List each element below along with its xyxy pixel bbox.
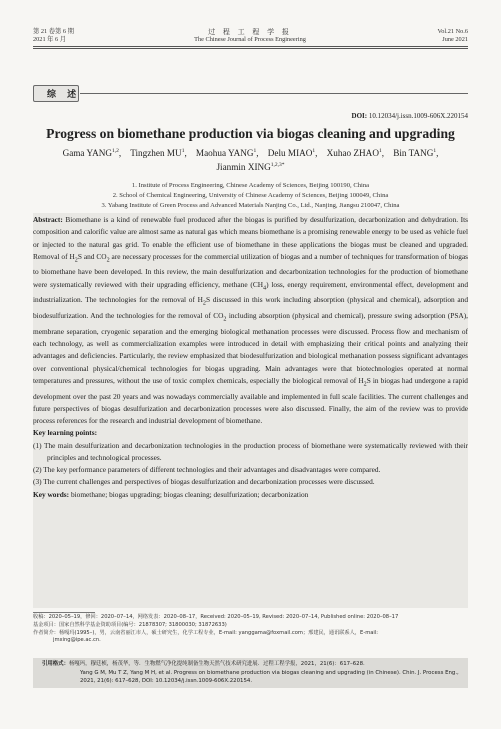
affiliations — [40, 181, 461, 211]
journal-name-en: The Chinese Journal of Process Engineering — [194, 36, 306, 43]
footnote-email[interactable]: jmxing@ipe.ac.cn. — [53, 637, 101, 644]
date-en: June 2021 — [442, 36, 468, 43]
affiliation: 2. School of Chemical Engineering, University of Chinese Academy of Sciences, Beijing 100049, China — [112, 192, 389, 199]
author: Jianmin $XING^{1,2,3*}$ — [216, 162, 285, 173]
date-cn: 2021 年 6 月 — [33, 36, 67, 43]
key-points-label: Key learning points: — [33, 428, 98, 438]
volume-issue-cn: 第 21 卷第 6 期 — [33, 28, 74, 35]
author: Delu MIAO$^1$ — [267, 148, 316, 159]
header-rule-bottom — [33, 48, 468, 49]
running-header-left — [33, 28, 74, 44]
footnote-funding: 基金项目：国家自然科学基金资助项目(编号：21878307; 31800030; 31872633) — [33, 621, 227, 628]
running-header-center — [150, 28, 350, 44]
affiliation: 1. Institute of Process Engineering, Chinese Academy of Sciences, Beijing 100190, China — [131, 182, 370, 189]
running-header-right — [438, 28, 469, 44]
abstract-section — [33, 214, 468, 501]
footnote-author-bio: 作者简介：杨嘎玛(1995–)，男，云南省丽江市人，硕士研究生，化学工程专业，E-mail: yanggama@foxmail.com；邢建民，通讯联系人，E-mail: — [33, 629, 379, 636]
author: Bin TANG$^1$ — [393, 148, 437, 159]
doi-value[interactable]: 10.12034/j.issn.1009-606X.220154 — [368, 112, 468, 120]
key-point-item: (3) The current challenges and perspectives of biogas desulfurization and decarbonization processes were discussed. — [33, 477, 375, 487]
citation-en-cont: 2021, 21(6): 617–628, DOI: 10.12034/j.issn.1009-606X.220154. — [80, 678, 253, 685]
author: Xuhao ZHAO$^1$ — [326, 148, 382, 159]
citation-label: 引用格式： — [42, 661, 69, 667]
doi-line — [352, 112, 468, 120]
keywords-label: Key words: — [33, 489, 70, 499]
footnote-rule — [33, 612, 95, 613]
section-rule — [80, 93, 468, 94]
doi-label: DOI: — [351, 112, 368, 120]
author: Maohua YANG$^1$ — [195, 148, 257, 159]
keywords: Key words: biomethane; biogas upgrading; biogas cleaning; desulfurization; decarbonization — [33, 489, 309, 499]
citation — [42, 660, 462, 686]
key-point-item: (1) The main desulfurization and decarbonization technologies in the production process of biomethane were systematically reviewed with their principles and technological processes. — [33, 440, 468, 462]
volume-issue-en: Vol.21 No.6 — [437, 28, 468, 35]
affiliation: 3. Yabang Institute of Green Process and Advanced Materials Nanjing Co., Ltd., Nanjing, Jiangsu 210047, China — [101, 202, 400, 209]
citation-cn: 引用格式：杨嘎玛，穆廷桢，杨茂华，等．生物燃气净化提纯制备生物天然气技术研究进展．过程工程学报，2021，21(6)：617–628. — [42, 661, 365, 667]
paper-title: Progress on biomethane production via biogas cleaning and upgrading — [46, 126, 455, 141]
key-point-item: (2) The key performance parameters of different technologies and their advantages and disadvantages were compared. — [33, 465, 381, 475]
abstract: Abstract: Biomethane is a kind of renewable fuel produced after the biogas is purified by desulfurization, decarbonization and dehydration. Its composition and calorific value are almost same as natural gas which means biomethane is a promising renewable energy to be used as vehicle fuel or injected to the natural gas grid. To enable the efficient use of biomethane in these applications the biogas must be cleaned and upgraded. Removal of $H_2S$ and $CO_2$ are necessary processes for the commercial utilization of biogas and a number of techniques for transformation of biogas to biomethane have been developed. In this review, the main desulfurization and decarbonization technologies for the production of biomethane were systematically reviewed with their upgrading efficiency, methane $(CH_4)$ loss, energy requirement, environmental effect, development and industrialization. The technologies for the removal of $H_2S$ discussed in this work including absorption (physical and chemical), adsorption and biodesulfurization. And the technologies for the removal of $CO_2$ including absorption (physical and chemical), pressure swing adsorption (PSA), membrane separation, cryogenic separation and the emerging biological methanation processes were discussed. Process flow and mechanism of each technology, as well as commercialization examples were introduced in detail with emphasizing their critical points and analyzing their advantages and deficiencies. Particularly, the review emphasized that biodesulfurization and biological methanation possess significant advantages over conventional physical/chemical technologies for biogas upgrading. Main advantages were that biotechnologies operated at normal temperatures and pressures, without the use of toxic complex chemicals, especially the biological removal of $H_2S$ in biogas had undergone a rapid development over the past 20 years and was nowadays commercially available and implemented in full scale facilities. The current challenges and future perspectives of biogas desulfurization and decarbonization processes were also discussed. Finally, the aim of the review was to provide process references for the research and industrial development of biomethane. — [33, 215, 469, 426]
footnote-dates: 收稿：2020–05–19，修回：2020–07–14，网络发表：2020–08–17，Received: 2020–05–19, Revised: 2020–07–14, Published online: 2020–08–17 — [33, 614, 399, 620]
header-rule-top — [33, 46, 468, 47]
author: Gama YANG$^{1,2}$ — [62, 148, 119, 159]
footnotes — [33, 614, 473, 645]
section-tag: 综 述 — [47, 90, 81, 100]
author-list: Gama YANG$^{1,2}$, Tingzhen $MU^1$, Maohua YANG$^1$, Delu MIAO$^1$, Xuhao ZHAO$^1$, Bin TANG$^1$, Jianmin $XING^{1,2,3*}$ — [62, 148, 439, 173]
journal-name-cn: 过 程 工 程 学 报 — [208, 28, 292, 36]
abstract-label: Abstract: — [33, 215, 63, 224]
author: Tingzhen $MU^1$ — [130, 148, 185, 159]
citation-en: Yang G M, Mu T Z, Yang M H, et al. Progress on biomethane production via biogas cleaning and upgrading (in Chinese). Chin. J. Process Eng., — [80, 669, 459, 676]
